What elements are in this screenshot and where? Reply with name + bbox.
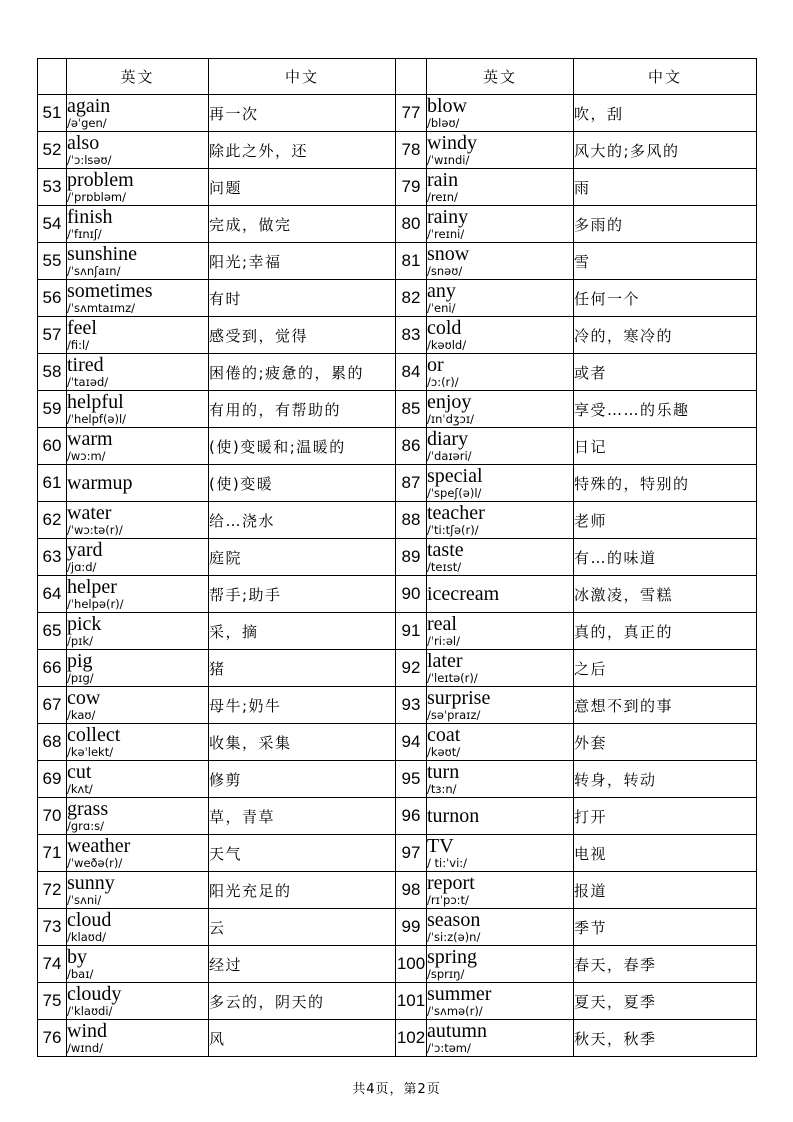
entry-word: diary — [427, 428, 469, 450]
entry-word: blow — [427, 95, 467, 117]
entry-phonetic: /səˈpraɪz/ — [427, 708, 481, 722]
table-row — [38, 95, 757, 132]
entry-number: 78 — [396, 132, 427, 169]
table-row — [38, 650, 757, 687]
entry-number: 98 — [396, 872, 427, 909]
page-footer: 共4页，第2页 — [352, 1082, 441, 1097]
entry-word: icecream — [427, 582, 500, 605]
entry-chinese: 有…的味道 — [574, 539, 757, 576]
entry-number: 101 — [396, 983, 427, 1020]
entry-number: 62 — [38, 502, 67, 539]
entry-chinese: (使)变暖 — [209, 465, 396, 502]
entry-number: 97 — [396, 835, 427, 872]
entry-phonetic: /ˈri:əl/ — [427, 634, 460, 648]
entry-number: 58 — [38, 354, 67, 391]
entry-english-cell — [427, 983, 574, 1020]
entry-english-cell — [427, 243, 574, 280]
table-row — [38, 798, 757, 835]
entry-word: autumn — [427, 1020, 487, 1042]
entry-word: report — [427, 872, 475, 894]
entry-number: 79 — [396, 169, 427, 206]
table-row — [38, 465, 757, 502]
entry-english-cell — [67, 280, 209, 317]
table-row — [38, 428, 757, 465]
entry-phonetic: /sprɪŋ/ — [427, 967, 465, 981]
entry-phonetic: /ˈfɪnɪʃ/ — [67, 227, 102, 241]
entry-word: cloudy — [67, 983, 122, 1005]
entry-chinese: 问题 — [209, 169, 396, 206]
entry-word: cut — [67, 761, 92, 783]
entry-chinese: 电视 — [574, 835, 757, 872]
entry-phonetic: /wɔ:m/ — [67, 449, 106, 463]
entry-word: cow — [67, 687, 101, 709]
entry-phonetic: /kaʊ/ — [67, 708, 96, 722]
entry-phonetic: /ˈsʌnʃaɪn/ — [67, 264, 121, 278]
table-row — [38, 132, 757, 169]
entry-phonetic: / ti:ˈvi:/ — [427, 856, 468, 870]
entry-word: tired — [67, 354, 104, 376]
entry-number: 91 — [396, 613, 427, 650]
entry-english-cell — [67, 761, 209, 798]
entry-phonetic: /ˈklaʊdi/ — [67, 1004, 113, 1018]
entry-english-cell — [427, 761, 574, 798]
table-row — [38, 354, 757, 391]
entry-chinese: 困倦的;疲惫的，累的 — [209, 354, 396, 391]
entry-number: 70 — [38, 798, 67, 835]
entry-english-cell — [67, 428, 209, 465]
entry-word: water — [67, 502, 112, 524]
entry-chinese: 吹，刮 — [574, 95, 757, 132]
entry-number: 69 — [38, 761, 67, 798]
entry-phonetic: /kəʊld/ — [427, 338, 467, 352]
entry-word: warmup — [67, 471, 133, 494]
entry-number: 77 — [396, 95, 427, 132]
entry-phonetic: /tɜ:n/ — [427, 782, 457, 796]
entry-word: warm — [67, 428, 113, 450]
entry-number: 55 — [38, 243, 67, 280]
entry-chinese: 雨 — [574, 169, 757, 206]
entry-word: turn — [427, 761, 460, 783]
table-row — [38, 1020, 757, 1057]
entry-english-cell — [67, 909, 209, 946]
entry-number: 76 — [38, 1020, 67, 1057]
entry-english-cell — [427, 465, 574, 502]
entry-chinese: 除此之外，还 — [209, 132, 396, 169]
entry-chinese: 修剪 — [209, 761, 396, 798]
entry-phonetic: /ˈtaɪəd/ — [67, 375, 109, 389]
entry-number: 82 — [396, 280, 427, 317]
entry-english-cell — [67, 946, 209, 983]
entry-number: 63 — [38, 539, 67, 576]
entry-chinese: 天气 — [209, 835, 396, 872]
entry-number: 86 — [396, 428, 427, 465]
entry-word: turnon — [427, 804, 480, 827]
entry-phonetic: /snəʊ/ — [427, 264, 463, 278]
table-row — [38, 724, 757, 761]
entry-chinese: 阳光充足的 — [209, 872, 396, 909]
entry-word: spring — [427, 946, 477, 968]
table-row — [38, 872, 757, 909]
entry-word: TV — [427, 835, 454, 857]
entry-phonetic: /jɑ:d/ — [67, 560, 97, 574]
entry-word: collect — [67, 724, 121, 746]
entry-word: wind — [67, 1020, 107, 1042]
entry-chinese: 有时 — [209, 280, 396, 317]
entry-chinese: 日记 — [574, 428, 757, 465]
entry-phonetic: /teɪst/ — [427, 560, 462, 574]
table-row — [38, 613, 757, 650]
entry-chinese: 猪 — [209, 650, 396, 687]
entry-english-cell — [67, 650, 209, 687]
entry-english-cell — [427, 206, 574, 243]
entry-english-cell — [427, 502, 574, 539]
entry-phonetic: /ˈwɪndi/ — [427, 153, 470, 167]
entry-chinese: 真的，真正的 — [574, 613, 757, 650]
entry-word: also — [67, 132, 100, 154]
table-row — [38, 539, 757, 576]
entry-phonetic: /ˈeni/ — [427, 301, 456, 315]
entry-phonetic: /ˈhelpf(ə)l/ — [67, 412, 127, 426]
entry-number: 64 — [38, 576, 67, 613]
entry-word: cold — [427, 317, 462, 339]
entry-word: rainy — [427, 206, 469, 228]
entry-word: finish — [67, 206, 113, 228]
table-row — [38, 280, 757, 317]
entry-chinese: 多云的，阴天的 — [209, 983, 396, 1020]
entry-number: 54 — [38, 206, 67, 243]
entry-chinese: 收集，采集 — [209, 724, 396, 761]
entry-chinese: (使)变暖和;温暖的 — [209, 428, 396, 465]
entry-phonetic: /əˈgen/ — [67, 116, 107, 130]
entry-phonetic: /ˈsʌni/ — [67, 893, 102, 907]
entry-number: 81 — [396, 243, 427, 280]
entry-number: 73 — [38, 909, 67, 946]
entry-chinese: 老师 — [574, 502, 757, 539]
entry-phonetic: /ˈhelpə(r)/ — [67, 597, 124, 611]
entry-word: coat — [427, 724, 461, 746]
entry-phonetic: /grɑ:s/ — [67, 819, 104, 833]
entry-chinese: 夏天，夏季 — [574, 983, 757, 1020]
entry-number: 71 — [38, 835, 67, 872]
entry-number: 99 — [396, 909, 427, 946]
entry-number: 80 — [396, 206, 427, 243]
entry-word: sunny — [67, 872, 115, 894]
table-row — [38, 909, 757, 946]
entry-word: enjoy — [427, 391, 472, 413]
entry-number: 95 — [396, 761, 427, 798]
entry-number: 52 — [38, 132, 67, 169]
header-english-right: 英文 — [427, 59, 574, 95]
table-row — [38, 576, 757, 613]
entry-english-cell — [67, 243, 209, 280]
entry-phonetic: /reɪn/ — [427, 190, 458, 204]
entry-word: yard — [67, 539, 103, 561]
entry-number: 60 — [38, 428, 67, 465]
entry-english-cell — [427, 650, 574, 687]
entry-chinese: 特殊的，特别的 — [574, 465, 757, 502]
entry-number: 93 — [396, 687, 427, 724]
entry-phonetic: /ˈsʌmtaɪmz/ — [67, 301, 135, 315]
entry-chinese: 阳光;幸福 — [209, 243, 396, 280]
entry-chinese: 采，摘 — [209, 613, 396, 650]
table-row — [38, 946, 757, 983]
entry-number: 72 — [38, 872, 67, 909]
entry-phonetic: /ɪnˈdʒɔɪ/ — [427, 412, 475, 426]
entry-number: 56 — [38, 280, 67, 317]
entry-number: 61 — [38, 465, 67, 502]
entry-chinese: 帮手;助手 — [209, 576, 396, 613]
entry-chinese: 雪 — [574, 243, 757, 280]
entry-word: or — [427, 354, 444, 376]
entry-phonetic: /fi:l/ — [67, 338, 90, 352]
entry-english-cell — [427, 132, 574, 169]
entry-chinese: 草，青草 — [209, 798, 396, 835]
entry-english-cell — [427, 835, 574, 872]
entry-chinese: 给…浇水 — [209, 502, 396, 539]
entry-chinese: 风 — [209, 1020, 396, 1057]
entry-phonetic: /ˈti:tʃə(r)/ — [427, 523, 479, 537]
entry-english-cell — [427, 613, 574, 650]
entry-english-cell — [67, 835, 209, 872]
entry-english-cell — [67, 465, 209, 502]
entry-phonetic: /baɪ/ — [67, 967, 94, 981]
vocab-table-body — [38, 95, 757, 1057]
entry-english-cell — [67, 687, 209, 724]
entry-chinese: 之后 — [574, 650, 757, 687]
entry-number: 74 — [38, 946, 67, 983]
entry-number: 85 — [396, 391, 427, 428]
entry-chinese: 完成，做完 — [209, 206, 396, 243]
entry-english-cell — [67, 317, 209, 354]
entry-phonetic: /ˈleɪtə(r)/ — [427, 671, 478, 685]
entry-word: again — [67, 95, 111, 117]
entry-number: 57 — [38, 317, 67, 354]
entry-english-cell — [427, 909, 574, 946]
entry-number: 66 — [38, 650, 67, 687]
entry-chinese: 秋天，秋季 — [574, 1020, 757, 1057]
entry-number: 89 — [396, 539, 427, 576]
entry-english-cell — [427, 317, 574, 354]
entry-english-cell — [427, 798, 574, 835]
entry-english-cell — [67, 798, 209, 835]
entry-english-cell — [67, 872, 209, 909]
entry-english-cell — [67, 132, 209, 169]
entry-phonetic: /kəˈlekt/ — [67, 745, 114, 759]
entry-chinese: 云 — [209, 909, 396, 946]
entry-chinese: 庭院 — [209, 539, 396, 576]
entry-phonetic: /ˈsi:z(ə)n/ — [427, 930, 481, 944]
entry-phonetic: /ˈsʌmə(r)/ — [427, 1004, 483, 1018]
entry-phonetic: /ˈɔ:təm/ — [427, 1041, 471, 1055]
entry-chinese: 经过 — [209, 946, 396, 983]
entry-word: real — [427, 613, 457, 635]
entry-phonetic: /ˈdaɪəri/ — [427, 449, 472, 463]
entry-chinese: 春天，春季 — [574, 946, 757, 983]
entry-word: special — [427, 465, 483, 487]
entry-english-cell — [427, 280, 574, 317]
entry-phonetic: /ˈreɪni/ — [427, 227, 465, 241]
entry-english-cell — [67, 539, 209, 576]
entry-number: 67 — [38, 687, 67, 724]
entry-chinese: 母牛;奶牛 — [209, 687, 396, 724]
entry-english-cell — [67, 724, 209, 761]
entry-word: cloud — [67, 909, 112, 931]
table-row — [38, 317, 757, 354]
entry-phonetic: /ˈweðə(r)/ — [67, 856, 123, 870]
entry-chinese: 享受……的乐趣 — [574, 391, 757, 428]
entry-phonetic: /kʌt/ — [67, 782, 93, 796]
entry-english-cell — [427, 95, 574, 132]
entry-word: helper — [67, 576, 117, 598]
entry-word: helpful — [67, 391, 124, 413]
header-chinese-left: 中文 — [209, 59, 396, 95]
entry-number: 92 — [396, 650, 427, 687]
entry-phonetic: /pɪk/ — [67, 634, 93, 648]
table-row — [38, 206, 757, 243]
entry-chinese: 外套 — [574, 724, 757, 761]
entry-phonetic: /ˈwɔ:tə(r)/ — [67, 523, 123, 537]
entry-word: teacher — [427, 502, 485, 524]
entry-english-cell — [67, 354, 209, 391]
header-english-left: 英文 — [67, 59, 209, 95]
table-row — [38, 502, 757, 539]
entry-word: any — [427, 280, 456, 302]
entry-word: snow — [427, 243, 470, 265]
table-row — [38, 687, 757, 724]
entry-english-cell — [67, 576, 209, 613]
table-row — [38, 761, 757, 798]
entry-english-cell — [67, 169, 209, 206]
entry-word: later — [427, 650, 463, 672]
entry-phonetic: /klaʊd/ — [67, 930, 107, 944]
entry-english-cell — [67, 1020, 209, 1057]
entry-phonetic: /ˈspeʃ(ə)l/ — [427, 486, 482, 500]
entry-word: windy — [427, 132, 477, 154]
entry-english-cell — [427, 872, 574, 909]
entry-phonetic: /pɪg/ — [67, 671, 94, 685]
entry-english-cell — [67, 391, 209, 428]
entry-chinese: 季节 — [574, 909, 757, 946]
entry-chinese: 转身，转动 — [574, 761, 757, 798]
entry-english-cell — [427, 687, 574, 724]
table-row — [38, 243, 757, 280]
entry-english-cell — [67, 95, 209, 132]
entry-number: 75 — [38, 983, 67, 1020]
entry-number: 88 — [396, 502, 427, 539]
entry-phonetic: /kəʊt/ — [427, 745, 461, 759]
entry-english-cell — [427, 428, 574, 465]
entry-english-cell — [427, 724, 574, 761]
entry-word: season — [427, 909, 481, 931]
entry-phonetic: /ˈɔ:lsəʊ/ — [67, 153, 112, 167]
entry-number: 53 — [38, 169, 67, 206]
entry-chinese: 再一次 — [209, 95, 396, 132]
entry-chinese: 打开 — [574, 798, 757, 835]
entry-chinese: 或者 — [574, 354, 757, 391]
entry-chinese: 冷的，寒冷的 — [574, 317, 757, 354]
entry-word: sunshine — [67, 243, 137, 265]
entry-english-cell — [427, 169, 574, 206]
entry-phonetic: /ˈprɒbləm/ — [67, 190, 127, 204]
entry-english-cell — [427, 946, 574, 983]
entry-word: taste — [427, 539, 464, 561]
header-chinese-right: 中文 — [574, 59, 757, 95]
header-number-right — [396, 59, 427, 95]
entry-number: 90 — [396, 576, 427, 613]
table-header-row — [38, 59, 757, 95]
entry-english-cell — [427, 354, 574, 391]
entry-english-cell — [427, 391, 574, 428]
entry-english-cell — [427, 539, 574, 576]
vocab-table — [37, 58, 757, 1057]
entry-phonetic: /ɔ:(r)/ — [427, 375, 459, 389]
entry-word: summer — [427, 983, 492, 1005]
entry-word: grass — [67, 798, 109, 820]
entry-number: 84 — [396, 354, 427, 391]
entry-number: 68 — [38, 724, 67, 761]
table-row — [38, 983, 757, 1020]
entry-chinese: 有用的，有帮助的 — [209, 391, 396, 428]
table-row — [38, 835, 757, 872]
entry-number: 94 — [396, 724, 427, 761]
entry-english-cell — [427, 1020, 574, 1057]
table-row — [38, 391, 757, 428]
entry-phonetic: /wɪnd/ — [67, 1041, 104, 1055]
entry-english-cell — [67, 613, 209, 650]
entry-word: pick — [67, 613, 102, 635]
entry-chinese: 多雨的 — [574, 206, 757, 243]
entry-chinese: 报道 — [574, 872, 757, 909]
entry-number: 96 — [396, 798, 427, 835]
entry-chinese: 任何一个 — [574, 280, 757, 317]
table-row — [38, 169, 757, 206]
entry-word: by — [67, 946, 87, 968]
header-number-left — [38, 59, 67, 95]
entry-number: 65 — [38, 613, 67, 650]
entry-chinese: 意想不到的事 — [574, 687, 757, 724]
entry-number: 87 — [396, 465, 427, 502]
entry-english-cell — [427, 576, 574, 613]
entry-word: sometimes — [67, 280, 153, 302]
entry-word: problem — [67, 169, 134, 191]
entry-word: pig — [67, 650, 93, 672]
entry-word: feel — [67, 317, 97, 339]
entry-english-cell — [67, 502, 209, 539]
entry-word: rain — [427, 169, 459, 191]
entry-phonetic: /rɪˈpɔ:t/ — [427, 893, 469, 907]
entry-number: 83 — [396, 317, 427, 354]
entry-chinese: 感受到，觉得 — [209, 317, 396, 354]
entry-number: 100 — [396, 946, 427, 983]
entry-word: weather — [67, 835, 131, 857]
entry-english-cell — [67, 206, 209, 243]
entry-chinese: 风大的;多风的 — [574, 132, 757, 169]
entry-number: 102 — [396, 1020, 427, 1057]
entry-word: surprise — [427, 687, 491, 709]
entry-number: 51 — [38, 95, 67, 132]
entry-english-cell — [67, 983, 209, 1020]
entry-number: 59 — [38, 391, 67, 428]
entry-chinese: 冰激凌，雪糕 — [574, 576, 757, 613]
entry-phonetic: /bləʊ/ — [427, 116, 460, 130]
